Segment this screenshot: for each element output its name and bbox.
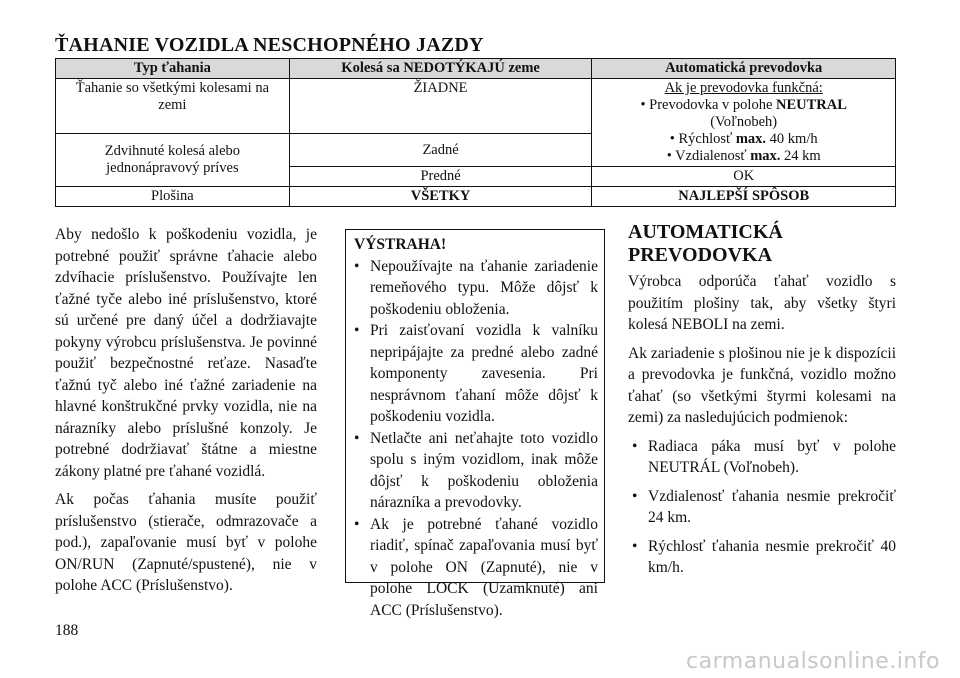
list-item: • Rýchlosť ťahania nesmie prekročiť 40 km/h.: [628, 536, 896, 579]
right-paragraph-1: Výrobca odporúča ťahať vozidlo s použitím plošiny tak, aby všetky štyri kolesá NEBOLI na zemi.: [628, 273, 896, 333]
warning-list: [354, 256, 598, 622]
row3-auto: NAJLEPŠÍ SPÔSOB: [592, 187, 896, 207]
right-paragraph-2: Ak zariadenie s plošinou nie je k dispozícii a prevodovka je funkčná, vozidlo možno ťahať (so všetkými štyrmi kolesami na zemi) za nasledujúcich podmienok:: [628, 344, 896, 426]
header-automatic: Automatická prevodovka: [592, 59, 896, 79]
section-heading: AUTOMATICKÁ PREVODOVKA: [628, 221, 783, 266]
left-column: [55, 224, 317, 604]
page-number: 188: [55, 622, 79, 639]
row2-wheels-rear: Zadné: [289, 134, 592, 167]
row1-type: Ťahanie so všetkými kolesami na zemi: [56, 79, 290, 134]
auto-condition-distance: • Vzdialenosť max. 24 km: [666, 148, 821, 164]
conditions-list: [628, 436, 896, 579]
auto-condition-neutral: • Prevodovka v polohe NEUTRAL: [640, 97, 847, 113]
row2-type: Zdvihnuté kolesá alebo jednonápravový príves: [56, 134, 290, 187]
table-row: [56, 79, 896, 134]
list-item: • Radiaca páka musí byť v polohe NEUTRÁL (Voľnobeh).: [628, 436, 896, 479]
table-header-row: [56, 59, 896, 79]
row3-wheels: VŠETKY: [289, 187, 592, 207]
warning-item: • Pri zaisťovaní vozidla k valníku nepripájajte za predné alebo zadné komponenty zavesenia. Pri nesprávnom ťahaní môže dôjsť k poškodeniu vozidla.: [354, 320, 598, 428]
auto-conditions-cell: [592, 79, 896, 167]
left-paragraph-1: Aby nedošlo k poškodeniu vozidla, je potrebné použiť správne ťahacie alebo zdvíhacie príslušenstvo. Používajte len ťažné tyče alebo iné príslušenstvo, ktoré sú určené pre daný účel a dodržiavajte pokyny výrobcu príslušenstva. Je povinné použiť bezpečnostné reťaze. Nasaďte ťažnú tyč alebo iné ťažné zariadenie na hlavné konštrukčné prvky vozidla, nie na nárazníky alebo príslušné konzoly. Je potrebné dodržiavať štátne a miestne zákony platné pre ťahané vozidlá.: [55, 226, 317, 480]
auto-conditions-heading: Ak je prevodovka funkčná:: [664, 80, 823, 96]
page-title: ŤAHANIE VOZIDLA NESCHOPNÉHO JAZDY: [55, 34, 484, 56]
table-row: [56, 187, 896, 207]
right-column: [628, 221, 896, 586]
list-item: • Vzdialenosť ťahania nesmie prekročiť 24 km.: [628, 486, 896, 529]
warning-title: VÝSTRAHA!: [354, 236, 447, 253]
row2-wheels-front: Predné: [289, 167, 592, 187]
auto-condition-neutral-note: (Voľnobeh): [710, 114, 778, 130]
warning-item: • Nepoužívajte na ťahanie zariadenie remeňového typu. Môže dôjsť k poškodeniu obloženia.: [354, 256, 598, 321]
row1-wheels: ŽIADNE: [289, 79, 592, 134]
left-paragraph-2: Ak počas ťahania musíte použiť príslušenstvo (stierače, odmrazovače a pod.), zapaľovanie musí byť v polohe ON/RUN (Zapnuté/spustené), nie v polohe ACC (Príslušenstvo).: [55, 491, 317, 594]
watermark: carmanualsonline.info: [686, 649, 940, 674]
row3-type: Plošina: [56, 187, 290, 207]
towing-table: [55, 58, 896, 207]
header-wheels: Kolesá sa NEDOTÝKAJÚ zeme: [289, 59, 592, 79]
warning-item: • Ak je potrebné ťahané vozidlo riadiť, spínač zapaľovania musí byť v polohe ON (Zapnuté), nie v polohe LOCK (Uzamknuté) ani ACC (Príslušenstvo).: [354, 514, 598, 622]
warning-box: [345, 229, 605, 619]
row2-auto-front: OK: [592, 167, 896, 187]
header-tow-type: Typ ťahania: [56, 59, 290, 79]
auto-condition-speed: • Rýchlosť max. 40 km/h: [669, 131, 818, 147]
warning-item: • Netlačte ani neťahajte toto vozidlo spolu s iným vozidlom, inak môže dôjsť k poškodeniu obloženia nárazníka a prevodovky.: [354, 428, 598, 514]
